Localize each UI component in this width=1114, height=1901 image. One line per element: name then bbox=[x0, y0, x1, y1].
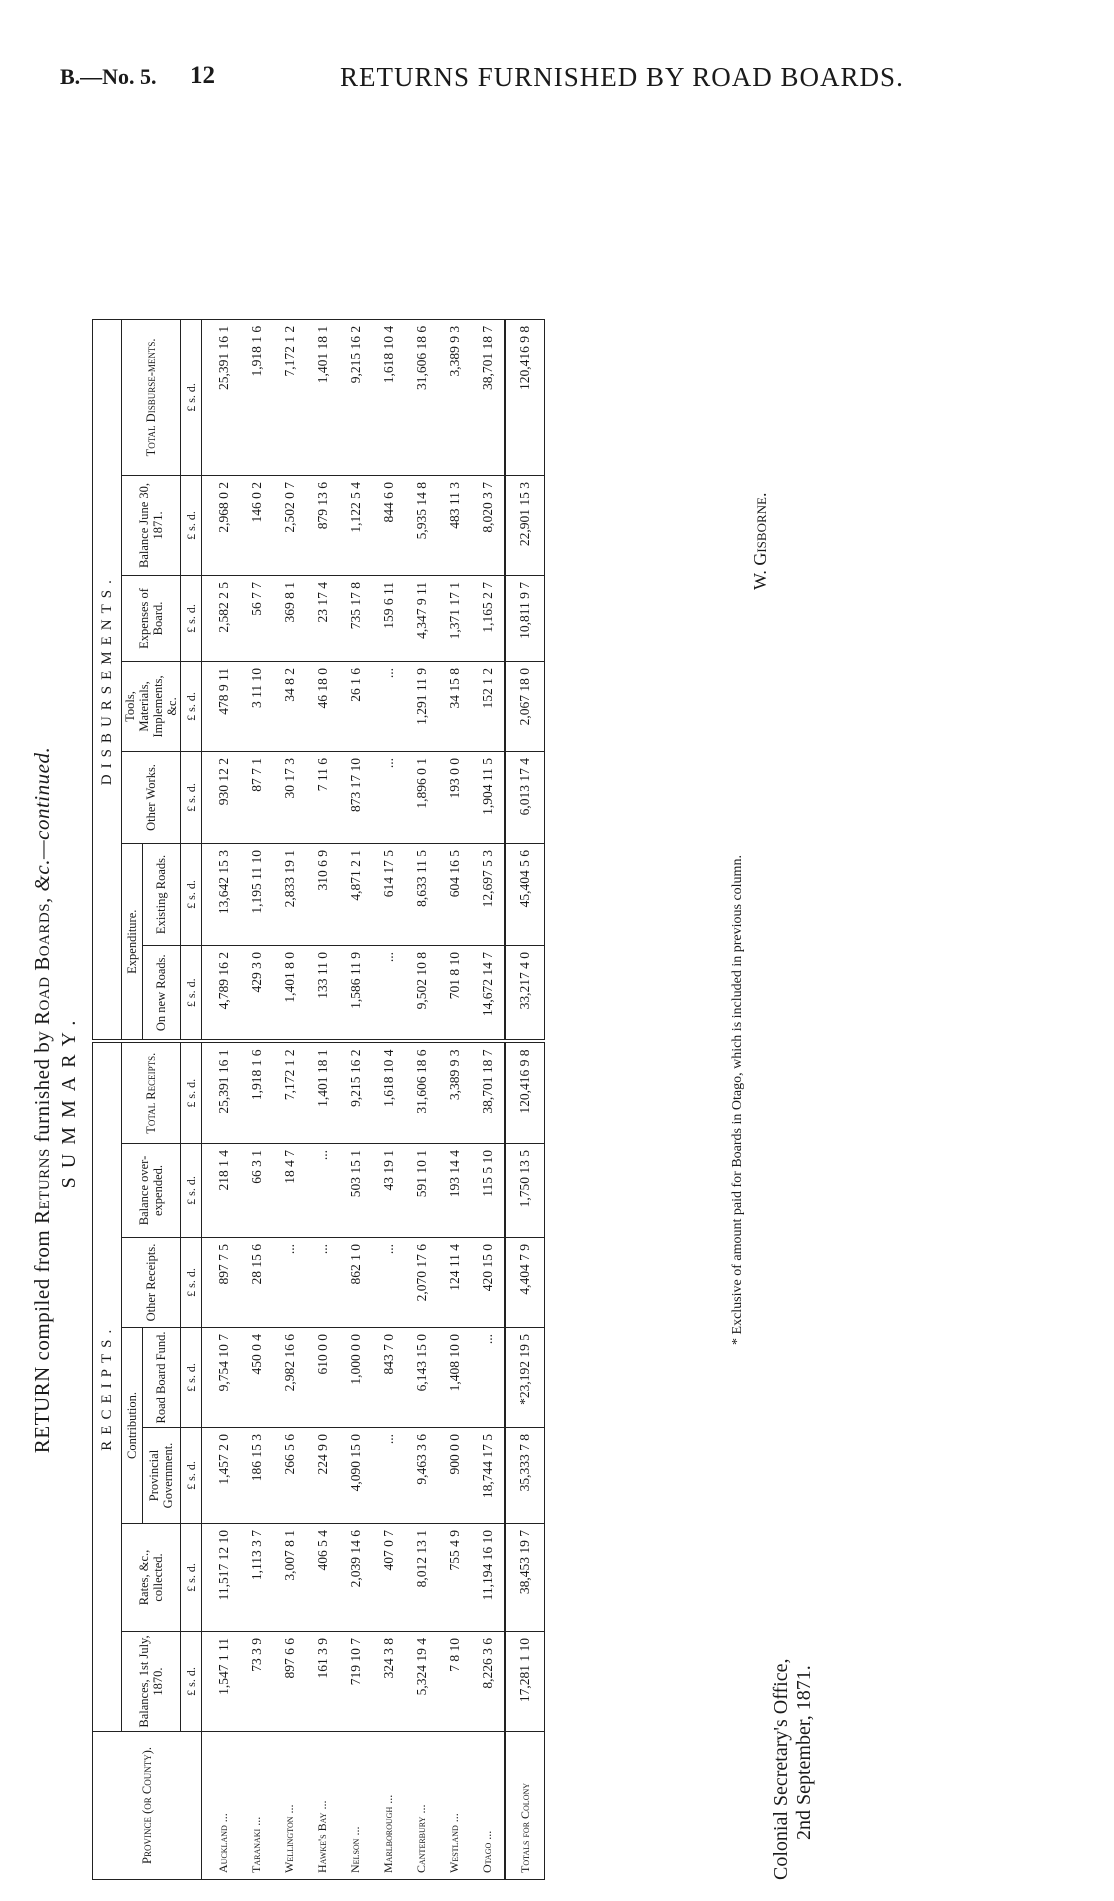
amount-cell: 13,642 15 3 bbox=[202, 843, 241, 945]
amount-cell: 1,371 17 1 bbox=[438, 575, 471, 661]
unit-label: £ s. d. bbox=[181, 843, 202, 945]
signature: W. Gisborne. bbox=[750, 492, 770, 590]
table-row bbox=[306, 319, 339, 1879]
road-board-fund-header: Road Board Fund. bbox=[142, 1328, 180, 1428]
total-amount-cell: 2,067 18 0 bbox=[505, 661, 545, 751]
amount-cell: 4,789 16 2 bbox=[202, 945, 241, 1041]
amount-cell: 3,007 8 1 bbox=[273, 1524, 306, 1632]
amount-cell: 1,122 5 4 bbox=[339, 475, 372, 575]
amount-cell: 7 11 6 bbox=[306, 751, 339, 843]
unit-label: £ s. d. bbox=[181, 751, 202, 843]
totals-label: Totals for Colony bbox=[505, 1732, 545, 1880]
amount-cell: 43 19 1 bbox=[372, 1144, 405, 1238]
existing-roads-header: Existing Roads. bbox=[142, 843, 180, 945]
amount-cell: 266 5 6 bbox=[273, 1428, 306, 1524]
amount-cell: 87 7 1 bbox=[240, 751, 273, 843]
amount-cell: 9,215 16 2 bbox=[339, 319, 372, 475]
province-cell: Auckland ... bbox=[202, 1732, 241, 1880]
total-receipts-header: Total Receipts. bbox=[122, 1041, 181, 1143]
amount-cell: 1,904 11 5 bbox=[471, 751, 505, 843]
province-cell: Marlborough ... bbox=[372, 1732, 405, 1880]
amount-cell: 133 11 0 bbox=[306, 945, 339, 1041]
total-amount-cell: 17,281 1 10 bbox=[505, 1632, 545, 1732]
amount-cell: 6,143 15 0 bbox=[405, 1328, 438, 1428]
amount-cell: 224 9 0 bbox=[306, 1428, 339, 1524]
total-amount-cell: 1,750 13 5 bbox=[505, 1144, 545, 1238]
amount-cell: 1,586 11 9 bbox=[339, 945, 372, 1041]
amount-cell: 429 3 0 bbox=[240, 945, 273, 1041]
table-row bbox=[240, 319, 273, 1879]
amount-cell: 115 5 10 bbox=[471, 1144, 505, 1238]
amount-cell: 897 7 5 bbox=[202, 1238, 241, 1328]
total-amount-cell: 6,013 17 4 bbox=[505, 751, 545, 843]
unit-label: £ s. d. bbox=[181, 661, 202, 751]
amount-cell: 3 11 10 bbox=[240, 661, 273, 751]
total-amount-cell: 4,404 7 9 bbox=[505, 1238, 545, 1328]
amount-cell: 186 15 3 bbox=[240, 1428, 273, 1524]
amount-cell: 31,606 18 6 bbox=[405, 1041, 438, 1143]
unit-label: £ s. d. bbox=[181, 319, 202, 475]
summary-table bbox=[92, 319, 545, 1880]
total-amount-cell: 120,416 9 8 bbox=[505, 319, 545, 475]
amount-cell: 124 11 4 bbox=[438, 1238, 471, 1328]
amount-cell: 146 0 2 bbox=[240, 475, 273, 575]
amount-cell: 2,982 16 6 bbox=[273, 1328, 306, 1428]
amount-cell: 25,391 16 1 bbox=[202, 1041, 241, 1143]
amount-cell: 9,463 3 6 bbox=[405, 1428, 438, 1524]
amount-cell: 930 12 2 bbox=[202, 751, 241, 843]
amount-cell: 11,517 12 10 bbox=[202, 1524, 241, 1632]
disbursements-group-header: DISBURSEMENTS. bbox=[93, 319, 122, 1041]
amount-cell: 310 6 9 bbox=[306, 843, 339, 945]
province-cell: Hawke's Bay ... bbox=[306, 1732, 339, 1880]
amount-cell: 1,401 18 1 bbox=[306, 319, 339, 475]
amount-cell: 30 17 3 bbox=[273, 751, 306, 843]
total-amount-cell: 33,217 4 0 bbox=[505, 945, 545, 1041]
document-reference: B.—No. 5. bbox=[60, 64, 157, 89]
total-amount-cell: 38,453 19 7 bbox=[505, 1524, 545, 1632]
amount-cell: 7 8 10 bbox=[438, 1632, 471, 1732]
total-amount-cell: 45,404 5 6 bbox=[505, 843, 545, 945]
table-row bbox=[372, 319, 405, 1879]
amount-cell: ... bbox=[372, 1428, 405, 1524]
table-row bbox=[471, 319, 505, 1879]
unit-label: £ s. d. bbox=[181, 575, 202, 661]
other-receipts-header: Other Receipts. bbox=[122, 1238, 181, 1328]
amount-cell: 604 16 5 bbox=[438, 843, 471, 945]
amount-cell: 1,918 1 6 bbox=[240, 1041, 273, 1143]
amount-cell: 1,401 18 1 bbox=[306, 1041, 339, 1143]
amount-cell: 8,020 3 7 bbox=[471, 475, 505, 575]
amount-cell: 18 4 7 bbox=[273, 1144, 306, 1238]
balances-header: Balances, 1st July, 1870. bbox=[122, 1632, 181, 1732]
amount-cell: 73 3 9 bbox=[240, 1632, 273, 1732]
amount-cell: ... bbox=[372, 661, 405, 751]
amount-cell: 66 3 1 bbox=[240, 1144, 273, 1238]
amount-cell: 9,215 16 2 bbox=[339, 1041, 372, 1143]
amount-cell: 483 11 3 bbox=[438, 475, 471, 575]
amount-cell: 2,833 19 1 bbox=[273, 843, 306, 945]
amount-cell: 879 13 6 bbox=[306, 475, 339, 575]
unit-row bbox=[181, 319, 202, 1879]
unit-label: £ s. d. bbox=[181, 1328, 202, 1428]
amount-cell: 193 0 0 bbox=[438, 751, 471, 843]
amount-cell: 719 10 7 bbox=[339, 1632, 372, 1732]
contribution-header: Contribution. bbox=[122, 1328, 143, 1524]
unit-label: £ s. d. bbox=[181, 1238, 202, 1328]
amount-cell: 7,172 1 2 bbox=[273, 1041, 306, 1143]
amount-cell: 9,754 10 7 bbox=[202, 1328, 241, 1428]
amount-cell: 9,502 10 8 bbox=[405, 945, 438, 1041]
amount-cell: 369 8 1 bbox=[273, 575, 306, 661]
amount-cell: 755 4 9 bbox=[438, 1524, 471, 1632]
table-row bbox=[339, 319, 372, 1879]
table-row bbox=[202, 319, 241, 1879]
amount-cell: 2,070 17 6 bbox=[405, 1238, 438, 1328]
tools-header: Tools, Materials, Implements, &c. bbox=[122, 661, 181, 751]
amount-cell: 450 0 4 bbox=[240, 1328, 273, 1428]
total-amount-cell: 120,416 9 8 bbox=[505, 1041, 545, 1143]
amount-cell: 1,547 1 11 bbox=[202, 1632, 241, 1732]
other-works-header: Other Works. bbox=[122, 751, 181, 843]
amount-cell: 614 17 5 bbox=[372, 843, 405, 945]
amount-cell: 503 15 1 bbox=[339, 1144, 372, 1238]
amount-cell: 8,012 13 1 bbox=[405, 1524, 438, 1632]
amount-cell: 38,701 18 7 bbox=[471, 319, 505, 475]
unit-label: £ s. d. bbox=[181, 1144, 202, 1238]
province-cell: Wellington ... bbox=[273, 1732, 306, 1880]
amount-cell: 4,090 15 0 bbox=[339, 1428, 372, 1524]
amount-cell: ... bbox=[372, 1238, 405, 1328]
receipts-group-header: RECEIPTS. bbox=[93, 1041, 122, 1731]
amount-cell: 7,172 1 2 bbox=[273, 319, 306, 475]
amount-cell: 8,633 11 5 bbox=[405, 843, 438, 945]
amount-cell: 2,582 2 5 bbox=[202, 575, 241, 661]
expenses-header: Expenses of Board. bbox=[122, 575, 181, 661]
amount-cell: 900 0 0 bbox=[438, 1428, 471, 1524]
province-cell: Taranaki ... bbox=[240, 1732, 273, 1880]
amount-cell: 3,389 9 3 bbox=[438, 319, 471, 475]
province-cell: Canterbury ... bbox=[405, 1732, 438, 1880]
office-date: 2nd September, 1871. bbox=[793, 1665, 815, 1840]
amount-cell: 2,968 0 2 bbox=[202, 475, 241, 575]
amount-cell: 12,697 5 3 bbox=[471, 843, 505, 945]
amount-cell: 844 6 0 bbox=[372, 475, 405, 575]
table-row bbox=[438, 319, 471, 1879]
amount-cell: 1,401 8 0 bbox=[273, 945, 306, 1041]
amount-cell: 56 7 7 bbox=[240, 575, 273, 661]
page-header bbox=[60, 60, 1060, 100]
amount-cell: 1,896 0 1 bbox=[405, 751, 438, 843]
amount-cell: 1,618 10 4 bbox=[372, 319, 405, 475]
office-block bbox=[770, 1659, 816, 1881]
amount-cell: 4,871 2 1 bbox=[339, 843, 372, 945]
rates-header: Rates, &c., collected. bbox=[122, 1524, 181, 1632]
amount-cell: ... bbox=[306, 1144, 339, 1238]
amount-cell: 8,226 3 6 bbox=[471, 1632, 505, 1732]
table-body bbox=[202, 319, 545, 1879]
provincial-government-header: Provincial Government. bbox=[142, 1428, 180, 1524]
amount-cell: 478 9 11 bbox=[202, 661, 241, 751]
totals-row bbox=[505, 319, 545, 1879]
amount-cell: 1,000 0 0 bbox=[339, 1328, 372, 1428]
amount-cell: 25,391 16 1 bbox=[202, 319, 241, 475]
amount-cell: 4,347 9 11 bbox=[405, 575, 438, 661]
total-amount-cell: 35,333 7 8 bbox=[505, 1428, 545, 1524]
amount-cell: 31,606 18 6 bbox=[405, 319, 438, 475]
amount-cell: 1,165 2 7 bbox=[471, 575, 505, 661]
amount-cell: 218 1 4 bbox=[202, 1144, 241, 1238]
province-cell: Nelson ... bbox=[339, 1732, 372, 1880]
amount-cell: 591 10 1 bbox=[405, 1144, 438, 1238]
amount-cell: 420 15 0 bbox=[471, 1238, 505, 1328]
unit-label: £ s. d. bbox=[181, 1428, 202, 1524]
amount-cell: 34 8 2 bbox=[273, 661, 306, 751]
amount-cell: 34 15 8 bbox=[438, 661, 471, 751]
amount-cell: ... bbox=[306, 1238, 339, 1328]
amount-cell: 610 0 0 bbox=[306, 1328, 339, 1428]
balance-june-header: Balance June 30, 1871. bbox=[122, 475, 181, 575]
total-amount-cell: 10,811 9 7 bbox=[505, 575, 545, 661]
unit-label: £ s. d. bbox=[181, 1041, 202, 1143]
amount-cell: 1,291 11 9 bbox=[405, 661, 438, 751]
amount-cell: 38,701 18 7 bbox=[471, 1041, 505, 1143]
table-row bbox=[273, 319, 306, 1879]
province-cell: Westland ... bbox=[438, 1732, 471, 1880]
return-title: RETURN compiled from Returns furnished by Road Boards, &c.—continued. bbox=[30, 746, 54, 1454]
rotated-summary-page bbox=[30, 320, 860, 1880]
amount-cell: 862 1 0 bbox=[339, 1238, 372, 1328]
amount-cell: ... bbox=[273, 1238, 306, 1328]
unit-label: £ s. d. bbox=[181, 1524, 202, 1632]
amount-cell: 5,935 14 8 bbox=[405, 475, 438, 575]
amount-cell: 14,672 14 7 bbox=[471, 945, 505, 1041]
amount-cell: 873 17 10 bbox=[339, 751, 372, 843]
balance-overexpended-header: Balance over-expended. bbox=[122, 1144, 181, 1238]
summary-heading: SUMMARY. bbox=[58, 1011, 80, 1189]
amount-cell: 18,744 17 5 bbox=[471, 1428, 505, 1524]
amount-cell: 897 6 6 bbox=[273, 1632, 306, 1732]
amount-cell: 2,502 0 7 bbox=[273, 475, 306, 575]
amount-cell: 5,324 19 4 bbox=[405, 1632, 438, 1732]
unit-label: £ s. d. bbox=[181, 1632, 202, 1732]
running-title: RETURNS FURNISHED BY ROAD BOARDS. bbox=[340, 62, 904, 92]
unit-label: £ s. d. bbox=[181, 945, 202, 1041]
unit-label: £ s. d. bbox=[181, 475, 202, 575]
amount-cell: 46 18 0 bbox=[306, 661, 339, 751]
amount-cell: 161 3 9 bbox=[306, 1632, 339, 1732]
amount-cell: 11,194 16 10 bbox=[471, 1524, 505, 1632]
amount-cell: 407 0 7 bbox=[372, 1524, 405, 1632]
total-amount-cell: 22,901 15 3 bbox=[505, 475, 545, 575]
amount-cell: 1,457 2 0 bbox=[202, 1428, 241, 1524]
amount-cell: ... bbox=[471, 1328, 505, 1428]
amount-cell: 193 14 4 bbox=[438, 1144, 471, 1238]
amount-cell: 3,389 9 3 bbox=[438, 1041, 471, 1143]
amount-cell: 1,113 3 7 bbox=[240, 1524, 273, 1632]
province-cell: Otago ... bbox=[471, 1732, 505, 1880]
amount-cell: 28 15 6 bbox=[240, 1238, 273, 1328]
amount-cell: 843 7 0 bbox=[372, 1328, 405, 1428]
total-amount-cell: *23,192 19 5 bbox=[505, 1328, 545, 1428]
amount-cell: 701 8 10 bbox=[438, 945, 471, 1041]
expenditure-header: Expenditure. bbox=[122, 843, 143, 1041]
amount-cell: 26 1 6 bbox=[339, 661, 372, 751]
amount-cell: 2,039 14 6 bbox=[339, 1524, 372, 1632]
amount-cell: ... bbox=[372, 751, 405, 843]
amount-cell: 735 17 8 bbox=[339, 575, 372, 661]
office-line: Colonial Secretary's Office, bbox=[770, 1658, 792, 1880]
amount-cell: 1,618 10 4 bbox=[372, 1041, 405, 1143]
amount-cell: 1,408 10 0 bbox=[438, 1328, 471, 1428]
amount-cell: 159 6 11 bbox=[372, 575, 405, 661]
amount-cell: 23 17 4 bbox=[306, 575, 339, 661]
footnote: * Exclusive of amount paid for Boards in Otago, which is included in previous column. bbox=[730, 855, 745, 1345]
amount-cell: 406 5 4 bbox=[306, 1524, 339, 1632]
amount-cell: 152 1 2 bbox=[471, 661, 505, 751]
page-number: 12 bbox=[190, 62, 215, 89]
on-new-roads-header: On new Roads. bbox=[142, 945, 180, 1041]
amount-cell: 324 3 8 bbox=[372, 1632, 405, 1732]
table-row bbox=[405, 319, 438, 1879]
amount-cell: 1,195 11 10 bbox=[240, 843, 273, 945]
total-disbursements-header: Total Disburse-ments. bbox=[122, 319, 181, 475]
province-header: Province (or County). bbox=[93, 1732, 202, 1880]
amount-cell: 1,918 1 6 bbox=[240, 319, 273, 475]
amount-cell: ... bbox=[372, 945, 405, 1041]
